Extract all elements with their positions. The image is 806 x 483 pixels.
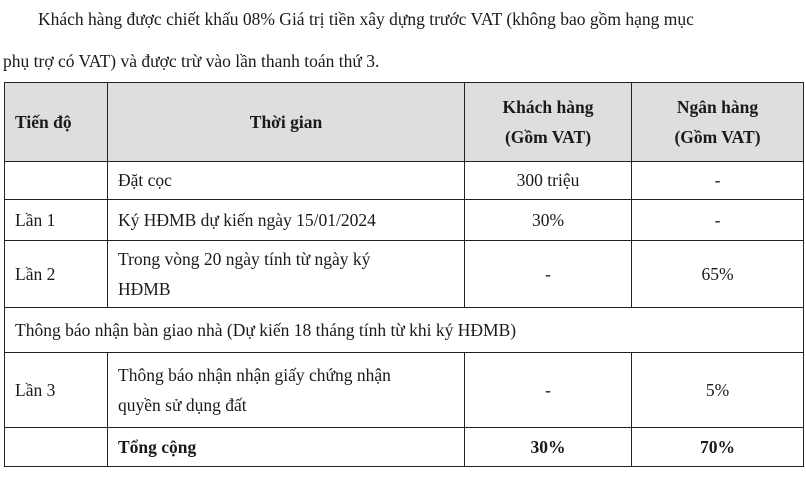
row-time-line-1: Thông báo nhận nhận giấy chứng nhận xyxy=(118,365,391,385)
row-stage: Lần 1 xyxy=(5,200,108,241)
header-time: Thời gian xyxy=(108,83,465,162)
row-time-line-1: Trong vòng 20 ngày tính từ ngày ký xyxy=(118,249,371,269)
row-customer: - xyxy=(465,353,632,428)
row-bank: - xyxy=(632,162,804,200)
table-row xyxy=(5,241,804,308)
row-stage: Lần 3 xyxy=(5,353,108,428)
table-row xyxy=(5,308,804,353)
row-time: Đặt cọc xyxy=(108,162,465,200)
header-bank-line-1: Ngân hàng xyxy=(676,97,759,117)
row-time-line-2: quyền sử dụng đất xyxy=(118,395,247,415)
total-customer: 30% xyxy=(465,428,632,467)
table-row xyxy=(5,162,804,200)
table-total-row xyxy=(5,428,804,467)
row-time xyxy=(108,241,465,308)
row-time xyxy=(108,353,465,428)
row-customer: 30% xyxy=(465,200,632,241)
row-bank: - xyxy=(632,200,804,241)
intro-line-1: Khách hàng được chiết khấu 08% Giá trị tiền xây dựng trước VAT (không bao gồm hạng mục xyxy=(38,9,694,29)
header-bank-line-2: (Gồm VAT) xyxy=(674,127,761,147)
table-header-row xyxy=(5,83,804,162)
row-customer: 300 triệu xyxy=(465,162,632,200)
total-empty-cell xyxy=(5,428,108,467)
header-customer-line-1: Khách hàng xyxy=(502,97,594,117)
total-label: Tổng cộng xyxy=(108,428,465,467)
row-stage xyxy=(5,162,108,200)
header-customer-line-2: (Gồm VAT) xyxy=(504,127,592,147)
row-customer: - xyxy=(465,241,632,308)
row-bank: 65% xyxy=(632,241,804,308)
table-row xyxy=(5,353,804,428)
total-bank: 70% xyxy=(632,428,804,467)
header-customer xyxy=(465,83,632,162)
table-row xyxy=(5,200,804,241)
row-time: Ký HĐMB dự kiến ngày 15/01/2024 xyxy=(108,200,465,241)
header-bank xyxy=(632,83,804,162)
row-time-line-2: HĐMB xyxy=(118,279,171,299)
row-bank: 5% xyxy=(632,353,804,428)
payment-schedule-table xyxy=(4,82,804,467)
header-stage: Tiến độ xyxy=(5,83,108,162)
intro-line-2: phụ trợ có VAT) và được trừ vào lần thanh toán thứ 3. xyxy=(3,51,380,71)
row-merged-note: Thông báo nhận bàn giao nhà (Dự kiến 18 tháng tính từ khi ký HĐMB) xyxy=(5,308,804,353)
row-stage: Lần 2 xyxy=(5,241,108,308)
